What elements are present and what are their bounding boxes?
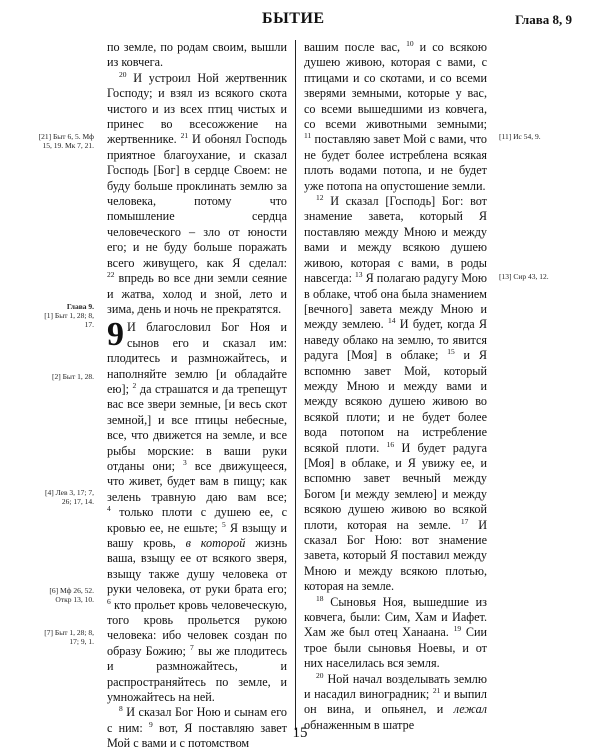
paragraph: по земле, по родам своим, вышли из ковчега. — [107, 40, 287, 70]
verse-number: 14 — [387, 316, 396, 326]
verse-number: 4 — [107, 504, 111, 514]
verse-number: 17 — [460, 516, 469, 526]
verse-number: 7 — [190, 642, 194, 652]
margin-note: [6] Мф 26, 52. Откр 13, 10. — [49, 586, 94, 604]
verse-number: 6 — [107, 596, 111, 606]
paragraph: $^{20}$ И устроил Ной жертвенник Господу; и взял из всякого скота чистого и из всех птиц чистых и принес во всесожжение на жертвеннике. $^{21}$ И обонял Господь приятное благоухание, и сказал Господь [Бог] в сердце Своем: не буду больше проклинать землю за человека, потому что помышление сердца человеческого – зло от юности его; и не буду больше поражать всего живущего, как Я сделал: $^{22}$ впредь во все дни земли сеяние и жатва, холод и зной, лето и зима, день и ночь не прекратятся. — [107, 69, 287, 316]
verse-number: 2 — [132, 380, 137, 390]
italic-text: лежал — [453, 702, 487, 717]
margin-note: [1] Быт 1, 28; 8, 17. — [44, 311, 94, 329]
text-column-left — [107, 40, 287, 752]
margin-note: [11] Ис 54, 9. — [499, 132, 541, 141]
verse-number: 11 — [304, 131, 312, 141]
verse-number: 18 — [316, 593, 324, 603]
chapter-reference: Глава 8, 9 — [515, 12, 572, 27]
verse-number: 22 — [107, 270, 115, 280]
paragraph: $^8$ И сказал Бог Ною и сынам его с ним: $^9$ вот, Я поставляю завет Мой с вами и с потомством — [107, 704, 288, 751]
verse-number: 19 — [453, 624, 462, 634]
verse-number: 10 — [406, 38, 414, 48]
paragraph: 9 И благословил Бог Ноя и сынов его и сказал им: плодитесь и размножайтесь, и наполняйте землю [и обладайте ею]; $^2$ да страшатся и да трепещут вас все звери земные, [и весь скот земной,] и все птицы небесные, все, что движется на земле, и все рыбы морские: в ваши руки отданы они; $^3$ все движущееся, что живет, будет вам в пищу; как зелень травную даю вам все; $^4$ только плоти с душею ее, с кровью ее, не ешьте; $^5$ Я взыщу и вашу кровь, в которой жизнь ваша, взыщу ее от всякого зверя, взыщу также душу человека от руки человека, от руки брата его; $^6$ кто прольет кровь человеческую, того кровь прольется рукою человека: ибо человек создан по образу Божию; $^7$ вы же плодитесь и размножайтесь, и распространяйтесь по земле, и умножайтесь на ней. — [107, 316, 288, 705]
margin-note: [4] Лев 3, 17; 7, 26; 17, 14. — [45, 488, 94, 506]
paragraph: $^{18}$ Сыновья Ноя, вышедшие из ковчега, были: Сим, Хам и Иафет. Хам же был отец Ханаана. $^{19}$ Сии трое были сыновья Ноевы, и от них населилась вся земля. — [304, 593, 488, 671]
paragraph: $^{12}$ И сказал [Господь] Бог: вот знамение завета, который Я поставляю между Мною и между вами и между всякою душею живою, которая с вами, в роды навсегда: $^{13}$ Я полагаю радугу Мою в облаке, чтоб она была знамением [вечного] завета между Мною и между землею. $^{14}$ И будет, когда Я наведу облако на землю, то явится радуга [Моя] в облаке; $^{15}$ и Я вспомню завет Мой, который между Мною и между вами и между всякою душею живою во всякой плоти; и не будет более вода потопом на истребление всякой плоти. $^{16}$ И будет радуга [Моя] в облаке, и Я увижу ее, и вспомню завет вечный между Богом [и между землею] и между всякою душею живою во всякой плоти, которая на земле. $^{17}$ И сказал Бог Ною: вот знамение завета, который Я поставил между Мною и между всякою плотью, которая на земле. — [304, 193, 488, 594]
verse-number: 9 — [148, 719, 153, 729]
paragraph: вашим после вас, $^{10}$ и со всякою душею живою, которая с вами, с птицами и со скотами, и со всеми зверями земными, которые у вас, со всеми вышедшими из ковчега, со всеми животными земными; $^{11}$ поставляю завет Мой с вами, что не будет более истреблена всякая плоть водами потопа, и не будет уже потопа на опустошение земли. — [304, 38, 487, 193]
margin-note: [21] Быт 6, 5. Мф 15, 19. Мк 7, 21. — [38, 132, 94, 150]
text-column-right — [304, 40, 487, 733]
verse-number: 15 — [447, 347, 455, 357]
verse-number: 5 — [221, 519, 226, 529]
chapter-label: Глава 9. — [66, 302, 94, 311]
verse-number: 21 — [432, 686, 441, 695]
margin-note: [13] Сир 43, 12. — [499, 272, 549, 281]
verse-number: 16 — [386, 439, 395, 449]
verse-number: 3 — [183, 457, 187, 467]
italic-text: в которой — [185, 536, 246, 550]
verse-number: 13 — [355, 270, 363, 280]
verse-number: 12 — [316, 193, 324, 202]
chapter-drop-cap: 9 — [107, 316, 124, 354]
verse-number: 21 — [180, 131, 189, 141]
column-divider — [295, 40, 296, 730]
book-title: БЫТИЕ — [262, 10, 325, 27]
verse-number: 20 — [316, 670, 324, 680]
margin-note: [7] Быт 1, 28; 8, 17; 9, 1. — [44, 628, 94, 646]
margin-note-group — [38, 302, 94, 329]
page-number: 15 — [292, 725, 308, 741]
paragraph: $^{20}$ Ной начал возделывать землю и насадил виноградник; $^{21}$ и выпил он вина, и опьянел, и лежал обнаженным в шатре — [304, 670, 487, 732]
verse-number: 8 — [119, 704, 123, 714]
verse-number: 20 — [119, 69, 127, 79]
margin-note: [2] Быт 1, 28. — [52, 372, 94, 381]
